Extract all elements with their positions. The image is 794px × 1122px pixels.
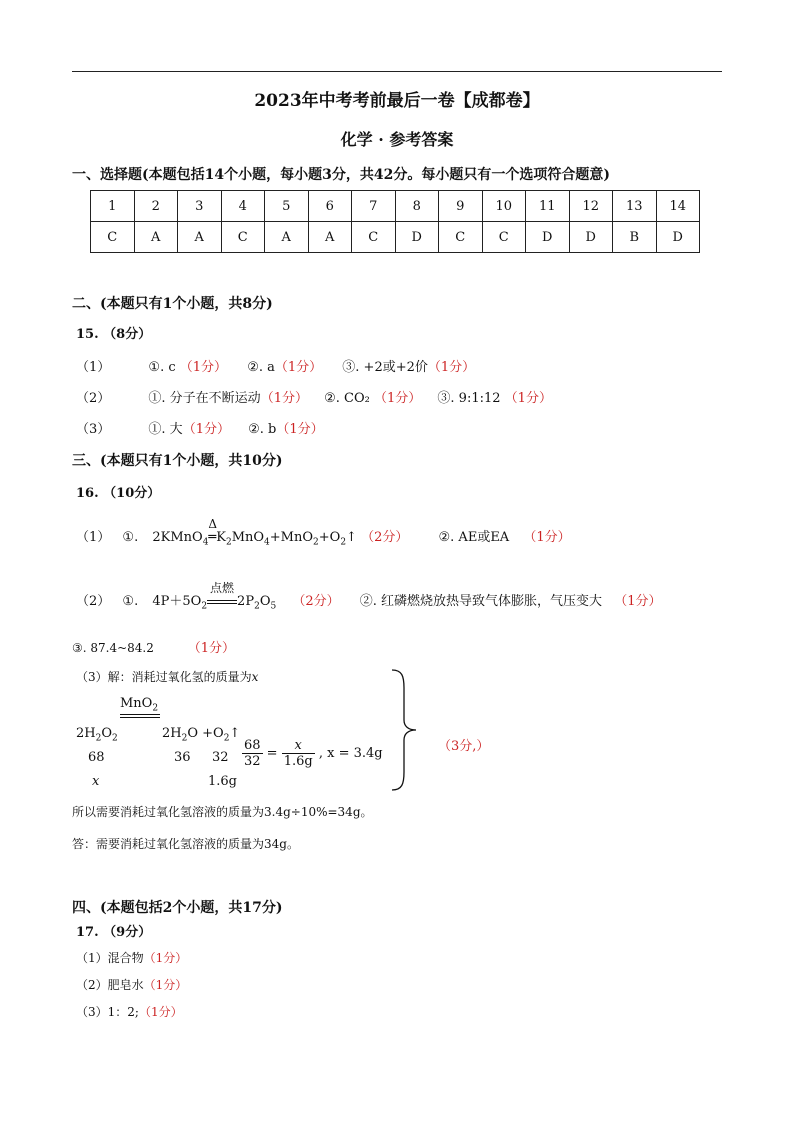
catalyst-text: MnO [120,696,153,711]
q16-r2-a-score: （2分） [292,594,340,609]
q17-row-1 [76,949,187,966]
q15-r2-a-score: （1分） [260,391,308,406]
q16-row-1 [76,517,571,548]
fraction-2-den: 1.6g [283,754,313,769]
q15-r1-b: ②. a [247,360,275,375]
answer-table-number-cell: 3 [178,191,222,222]
right-brace [390,668,430,793]
section2-heading: 二、(本题只有1个小题，共8分) [72,296,273,312]
mass-1-6g: 1.6g [208,774,237,789]
answer-table-number-cell: 11 [526,191,570,222]
q17-r1-a: （1）混合物 [76,951,144,965]
calc-result: , x = 3.4g [318,746,383,761]
answer-table-number-cell: 5 [265,191,309,222]
q16-r3-a: ③. 87.4~84.2 [72,641,154,655]
reactant-h2o2: $2H_2O_2$ [76,726,118,744]
answer-table-number-cell: 2 [134,191,178,222]
q17-r2-score: （1分） [143,978,188,992]
answer-table-answer-cell: D [395,222,439,253]
q16-r1-a: ①. [122,530,139,545]
q17-row-2 [76,976,187,993]
q15-r1-c: ③. +2或+2价 [342,360,428,375]
q16-r1-b: ②. AE或EA [438,530,510,545]
q15-r1-c-score: （1分） [427,360,476,375]
answer-table-answer-row [91,222,700,253]
q16-r1-equation: 2KMnO$_4$ Δ $═K_2MnO_4+MnO_2+O_2↑$ [152,517,357,548]
q17-label: 17. （9分） [76,925,152,940]
q15-r2-b: ②. CO₂ [324,391,370,406]
q16-r2-num: （2） [76,594,111,609]
proportion-equation: $\frac{68}{32}$ = $\frac{x}{1.6g}$ , x = 3.4g [244,738,383,769]
q17-r1-score: （1分） [143,951,188,965]
answer-table-answer-cell: A [265,222,309,253]
q16-r1-b-score: （1分） [523,530,571,545]
fraction-2-num: x [294,738,302,753]
fraction-1-num: 68 [244,738,261,753]
answer-table-answer-cell: C [352,222,396,253]
q17-row-3 [76,1003,183,1020]
q15-r1-num: （1） [76,360,111,375]
answer-table-answer-cell: C [91,222,135,253]
q15-r1-a: ①. c [148,360,176,375]
mass-36: 36 [174,750,191,765]
q15-r2-num: （2） [76,391,111,406]
q15-r2-b-score: （1分） [374,391,422,406]
q16-r1-condition: Δ [208,517,218,531]
fraction-x-1-6g [282,738,315,769]
q16-calc-intro-var: x [251,670,259,684]
catalyst-arrow [120,714,160,718]
q17-r3-score: （1分） [138,1005,183,1019]
mass-x [92,774,99,789]
q16-r2-b-score: （1分） [614,594,662,609]
answer-table-number-cell: 13 [613,191,657,222]
answer-table-number-cell: 1 [91,191,135,222]
q15-r3-b-score: （1分） [276,422,324,437]
answer-table [90,190,700,253]
q16-r2-condition: 点燃 [210,581,235,595]
q15-row-2 [76,387,552,406]
q15-r3-b: ②. b [248,422,277,437]
q15-r1-b-score: （1分） [274,360,323,375]
calc-conclusion: 所以需要消耗过氧化氢溶液的质量为3.4g÷10%=34g。 [72,805,373,819]
mass-68: 68 [88,750,105,765]
answer-table-number-cell: 9 [439,191,483,222]
answer-table-number-cell: 7 [352,191,396,222]
calc-answer: 答：需要消耗过氧化氢溶液的质量为34g。 [72,837,299,851]
q15-r2-c-score: （1分） [504,391,552,406]
q15-r3-num: （3） [76,422,111,437]
answer-table-number-row [91,191,700,222]
fraction-68-32 [242,738,263,769]
answer-table-answer-cell: D [656,222,700,253]
answer-table-answer-cell: A [308,222,352,253]
q15-label: 15. （8分） [76,327,152,342]
answer-table-answer-cell: D [526,222,570,253]
calc-score: （3分,） [438,739,490,754]
answer-table-answer-cell: C [482,222,526,253]
q15-r3-a: ①. 大 [148,422,183,437]
answer-table-number-cell: 4 [221,191,265,222]
answer-table-answer-cell: D [569,222,613,253]
page-subtitle: 化学 · 参考答案 [340,130,454,149]
q16-label: 16. （10分） [76,486,161,501]
q16-r2-equation: $4P+5O_2$ 点燃 $2P_2O_5$ [152,581,277,612]
section1-heading: 一、选择题(本题包括14个小题，每小题3分，共42分。每小题只有一个选项符合题意) [72,167,610,183]
q16-row-3 [72,637,235,656]
answer-table-answer-cell: A [178,222,222,253]
mass-32: 32 [212,750,229,765]
answer-table-answer-cell: B [613,222,657,253]
q16-r2-a: ①. [122,594,139,609]
q16-r2-b: ②. 红磷燃烧放热导致气体膨胀，气压变大 [359,594,603,609]
q15-r2-a: ①. 分子在不断运动 [148,391,261,406]
q15-r3-a-score: （1分） [182,422,230,437]
q15-r2-c: ③. 9:1:12 [437,391,501,406]
q16-calc-intro-text: （3）解：消耗过氧化氢的质量为 [76,670,252,684]
answer-table-number-cell: 10 [482,191,526,222]
answer-table-number-cell: 14 [656,191,700,222]
answer-table-number-cell: 12 [569,191,613,222]
q16-row-2 [76,581,662,612]
page-title: 2023年中考考前最后一卷【成都卷】 [254,91,540,111]
answer-table-answer-cell: C [439,222,483,253]
fraction-1-den: 32 [244,754,261,769]
answer-table-number-cell: 6 [308,191,352,222]
q15-row-1 [76,356,475,375]
q16-calc-intro [76,668,258,685]
mass-x-text: x [92,774,100,789]
q17-r3-a: （3）1：2; [76,1005,139,1019]
q15-row-3 [76,418,324,437]
q16-r3-a-score: （1分） [187,641,235,656]
products: $2H_2O$ $+O_2↑$ [162,726,241,744]
top-rule [72,71,722,72]
q15-r1-a-score: （1分） [179,360,228,375]
answer-table-answer-cell: A [134,222,178,253]
answer-table-number-cell: 8 [395,191,439,222]
section3-heading: 三、(本题只有1个小题，共10分) [72,453,283,469]
q16-r1-num: （1） [76,530,111,545]
answer-table-answer-cell: C [221,222,265,253]
catalyst-label: MnO$_2$ [120,696,159,714]
q16-r1-a-score: （2分） [361,530,409,545]
q17-r2-a: （2）肥皂水 [76,978,144,992]
section4-heading: 四、(本题包括2个小题，共17分) [72,900,283,916]
